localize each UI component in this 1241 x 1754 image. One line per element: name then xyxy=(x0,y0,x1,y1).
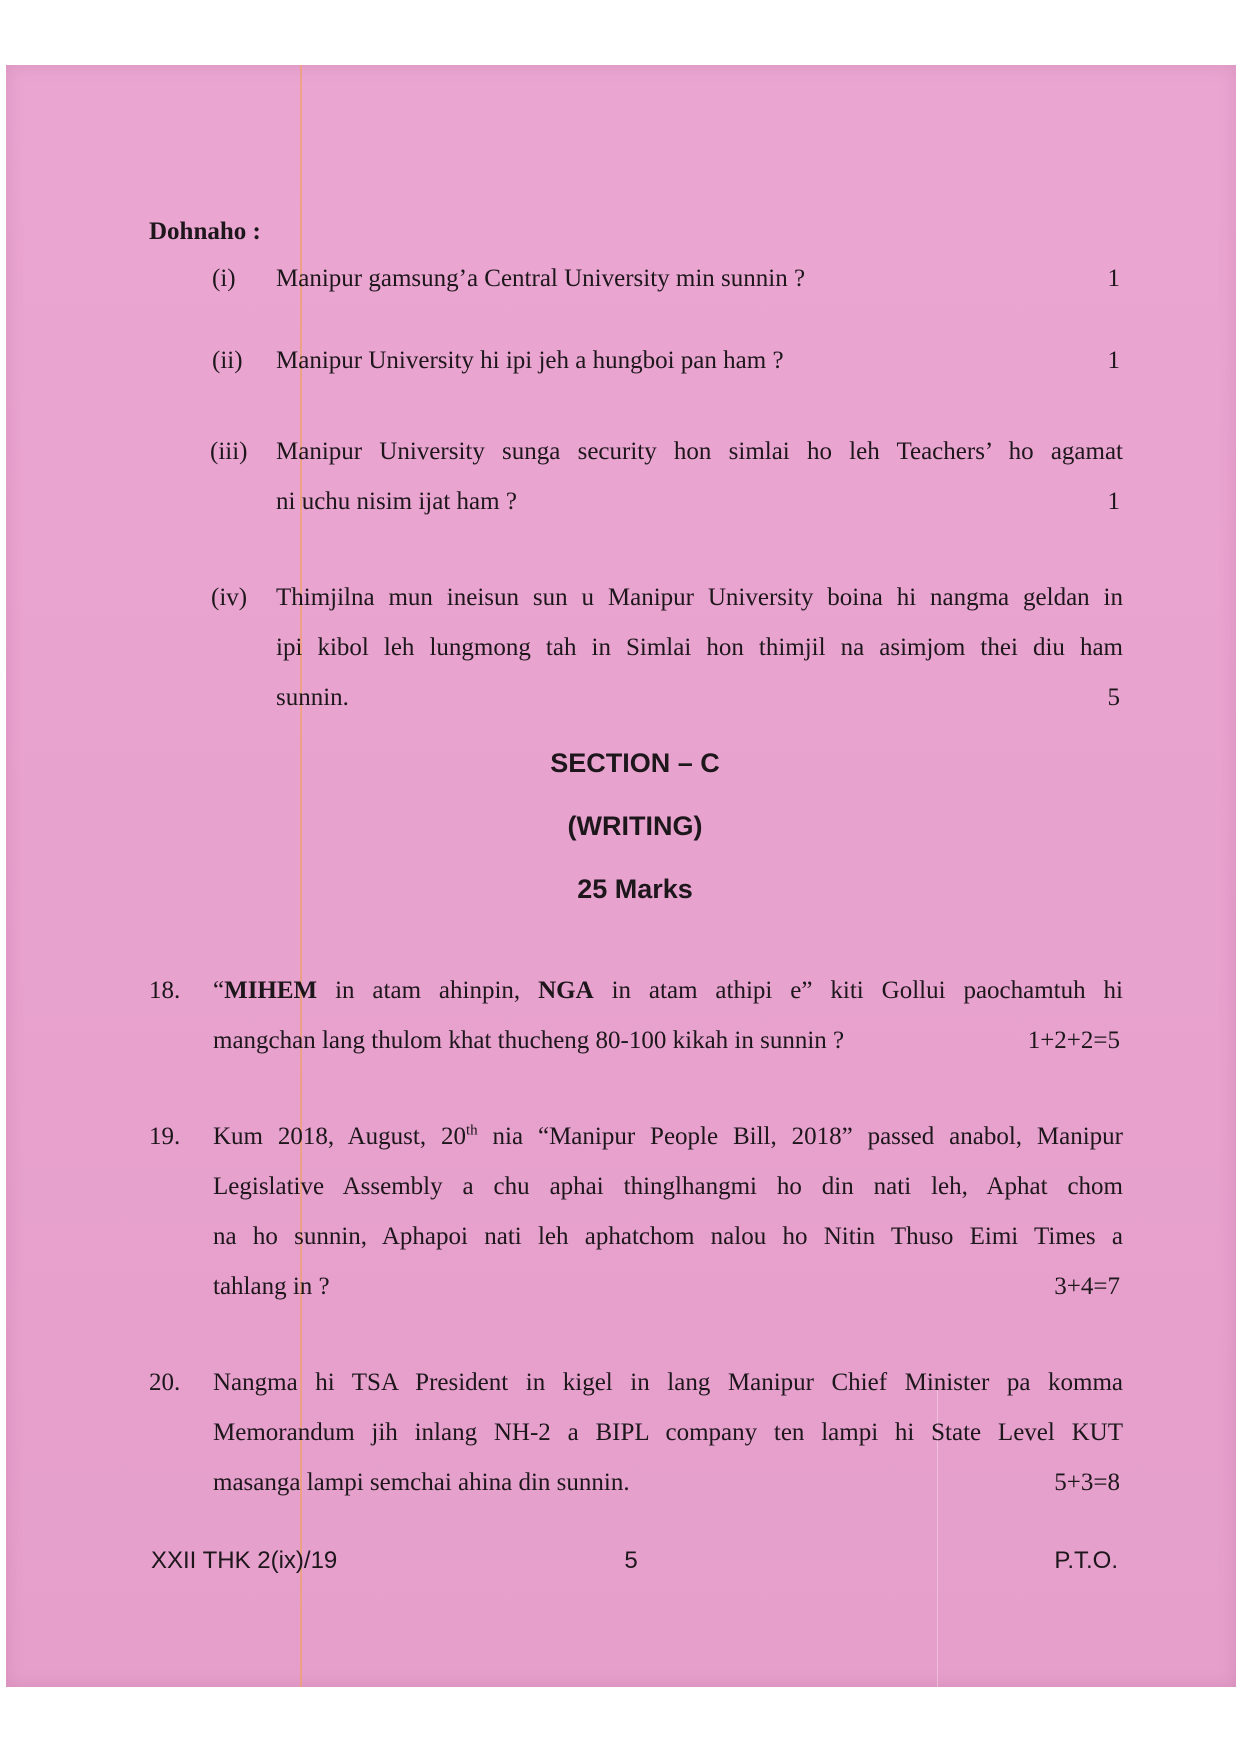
text-line xyxy=(213,1112,1123,1162)
text-segment: Kum 2018, August, 20 xyxy=(213,1123,466,1150)
text-line: Memorandum jih inlang NH-2 a BIPL company ten lampi hi State Level KUT xyxy=(213,1419,1123,1446)
section-subtitle: (WRITING) xyxy=(567,811,703,841)
text-line: masanga lampi semchai ahina din sunnin. xyxy=(213,1469,630,1496)
marks-value: 1 xyxy=(1107,265,1120,292)
marks-value: 1+2+2=5 xyxy=(1027,1027,1120,1054)
ordinal-suffix: th xyxy=(466,1122,478,1139)
text-line: Manipur University sunga security hon simlai ho leh Teachers’ ho agamat xyxy=(276,438,1123,465)
sub-question-text xyxy=(276,573,1123,723)
text-line: Manipur University hi ipi jeh a hungboi pan ham ? xyxy=(276,347,784,374)
marks-value: 5+3=8 xyxy=(1054,1469,1120,1496)
marks-value: 3+4=7 xyxy=(1054,1273,1120,1300)
question-text xyxy=(213,1358,1123,1508)
text-segment: in atam athipi e” kiti Gollui paochamtuh hi xyxy=(593,977,1123,1004)
sub-question-text xyxy=(276,254,1123,304)
text-line: Nangma hi TSA President in kigel in lang Manipur Chief Minister pa komma xyxy=(213,1369,1123,1396)
text-line: mangchan lang thulom khat thucheng 80-100 kikah in sunnin ? xyxy=(213,1027,845,1054)
section-marks: 25 Marks xyxy=(577,874,693,904)
text-line xyxy=(213,966,1123,1016)
question-number: 20. xyxy=(149,1369,181,1396)
question-number: 19. xyxy=(149,1123,181,1150)
text-line: na ho sunnin, Aphapoi nati leh aphatchom nalou ho Nitin Thuso Eimi Times a xyxy=(213,1223,1123,1250)
text-segment: nia “Manipur People Bill, 2018” passed anabol, Manipur xyxy=(477,1123,1123,1150)
text-line: ni uchu nisim ijat ham ? xyxy=(276,488,517,515)
question-text xyxy=(213,1112,1123,1312)
text-segment: “ xyxy=(213,977,225,1004)
sub-question-label: (iv) xyxy=(211,584,248,611)
sub-question-label: (i) xyxy=(212,265,236,292)
text-line: tahlang in ? xyxy=(213,1273,330,1300)
paper-code: XXII THK 2(ix)/19 xyxy=(151,1547,338,1574)
sub-question-text xyxy=(276,427,1123,527)
text-line: sunnin. xyxy=(276,684,349,711)
marks-value: 1 xyxy=(1107,488,1120,515)
question-text xyxy=(213,966,1123,1066)
text-line: Manipur gamsung’a Central University min sunnin ? xyxy=(276,265,806,292)
section-title: SECTION – C xyxy=(550,748,720,778)
text-line: Legislative Assembly a chu aphai thinglhangmi ho din nati leh, Aphat chom xyxy=(213,1173,1123,1200)
sub-question-text xyxy=(276,336,1123,386)
marks-value: 1 xyxy=(1107,347,1120,374)
pto-note: P.T.O. xyxy=(1054,1547,1118,1574)
text-line: ipi kibol leh lungmong tah in Simlai hon thimjil na asimjom thei diu ham xyxy=(276,634,1123,661)
instruction-heading: Dohnaho : xyxy=(149,218,261,245)
bold-term: NGA xyxy=(538,977,594,1004)
bold-term: MIHEM xyxy=(224,977,318,1004)
marks-value: 5 xyxy=(1107,684,1120,711)
page-number: 5 xyxy=(624,1547,638,1574)
text-line: Thimjilna mun ineisun sun u Manipur University boina hi nangma geldan in xyxy=(276,584,1123,611)
sub-question-label: (iii) xyxy=(210,438,248,465)
sub-question-label: (ii) xyxy=(212,347,243,374)
question-number: 18. xyxy=(149,977,181,1004)
text-segment: in atam ahinpin, xyxy=(317,977,539,1004)
